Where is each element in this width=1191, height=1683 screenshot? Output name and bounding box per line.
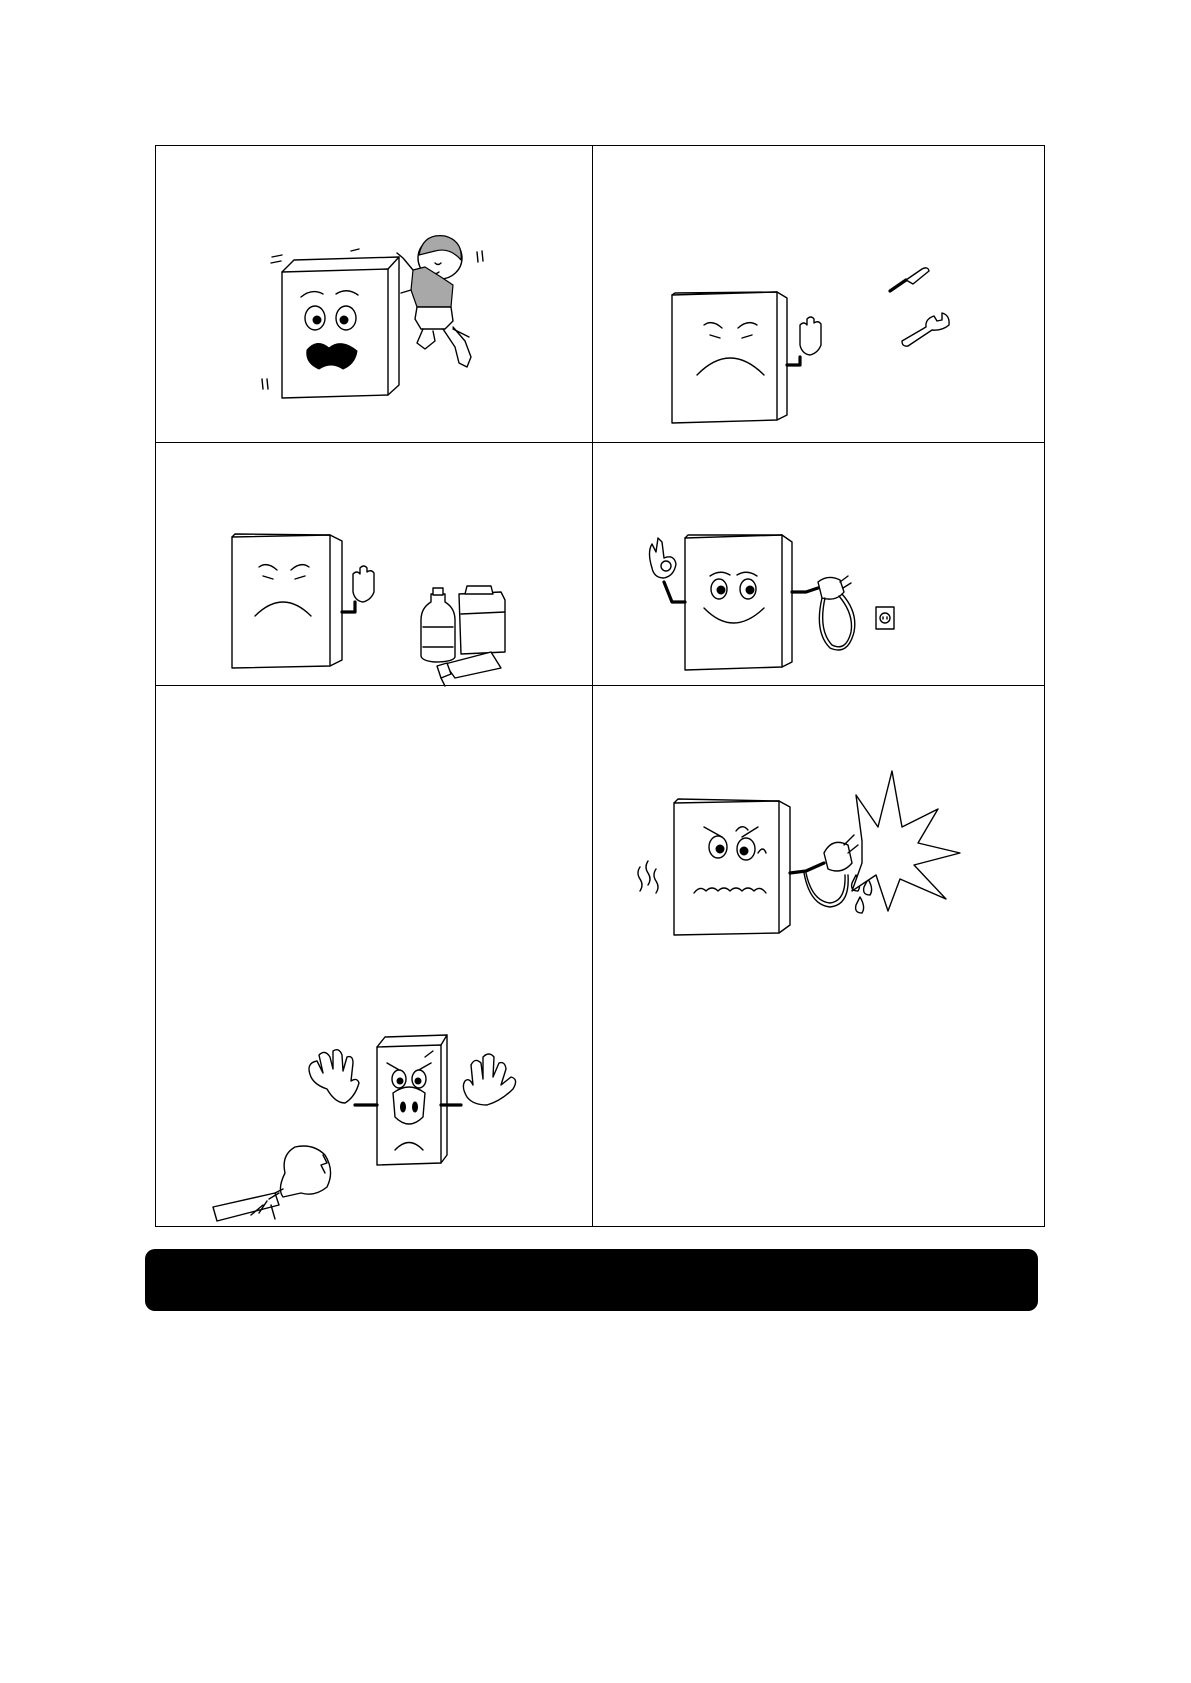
panel-damaged-cord bbox=[155, 685, 592, 1227]
box-character-plug-ok-icon bbox=[592, 442, 1045, 685]
panel-child-climbing bbox=[155, 145, 592, 442]
section-banner-title bbox=[145, 1249, 1038, 1311]
panel-wet-plug-shock bbox=[592, 685, 1045, 1227]
section-banner bbox=[145, 1249, 1038, 1311]
panel-plug-ok bbox=[592, 442, 1045, 685]
box-character-wet-plug-shock-icon bbox=[592, 685, 1045, 1227]
box-character-no-chemicals-icon bbox=[155, 442, 592, 685]
panel-no-tools bbox=[592, 145, 1045, 442]
panel-no-chemicals bbox=[155, 442, 592, 685]
socket-character-damaged-cord-icon bbox=[155, 685, 592, 1227]
box-character-child-climbing-icon bbox=[155, 145, 592, 442]
box-character-no-tools-icon bbox=[592, 145, 1045, 442]
